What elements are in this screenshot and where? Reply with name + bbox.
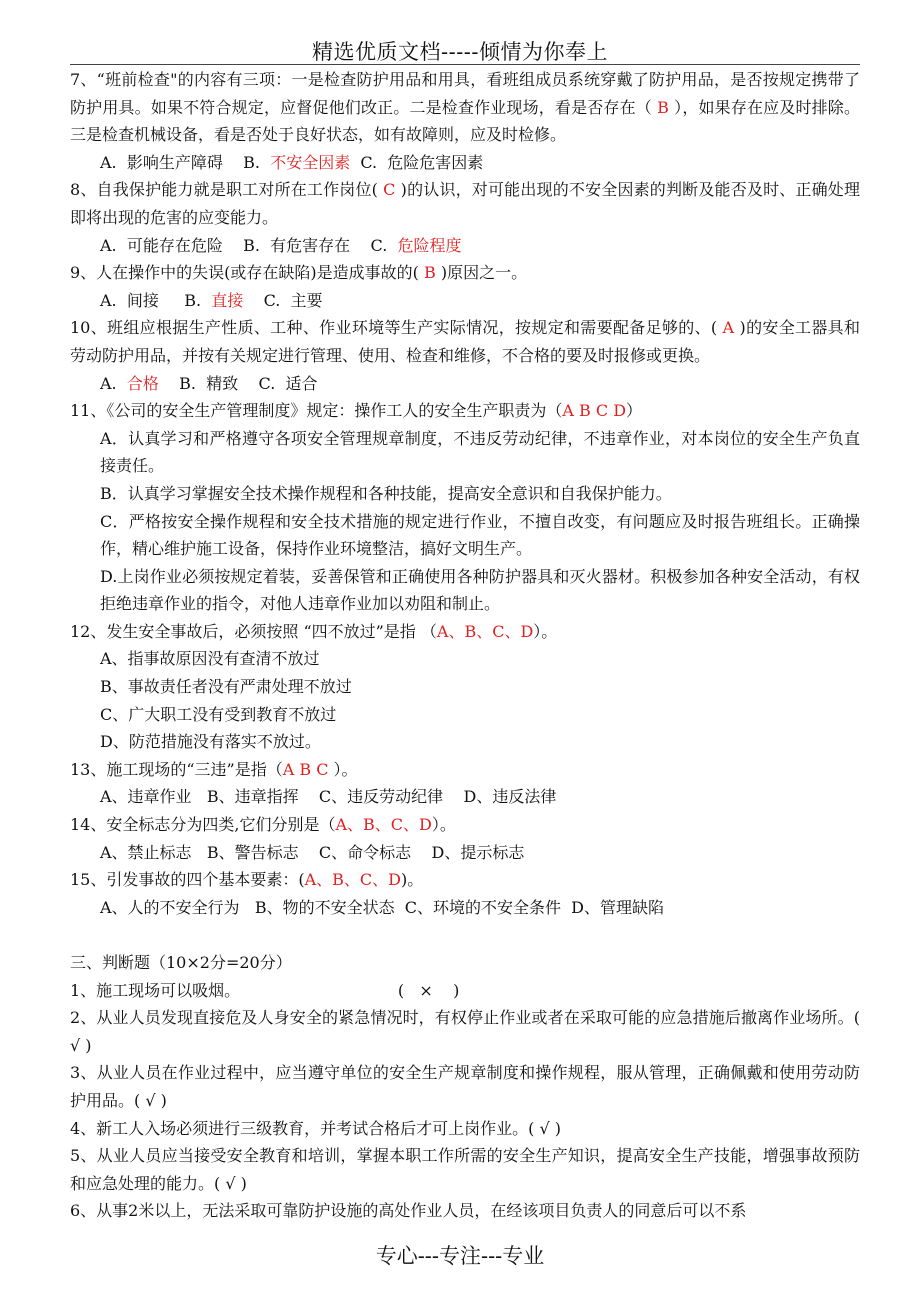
question-15-options: A、人的不安全行为 B、物的不安全状态 C、环境的不安全条件 D、管理缺陷 xyxy=(100,897,664,917)
question-8: 8、自我保护能力就是职工对所在工作岗位( C )的认识，对可能出现的不安全因素的判断及能否及时、正确处理即将出现的危害的应变能力。 xyxy=(70,180,860,227)
question-8-options: A. 可能存在危险 B. 有危害存在 C. 危险程度 xyxy=(100,235,462,255)
question-13-options: A、违章作业 B、违章指挥 C、违反劳动纪律 D、违反法律 xyxy=(100,787,557,807)
question-15: 15、引发事故的四个基本要素：(A、B、C、D)。 xyxy=(70,870,424,890)
question-9: 9、人在操作中的失误(或存在缺陷)是造成事故的( B )原因之一。 xyxy=(70,263,528,283)
question-11: 11、《公司的安全生产管理制度》规定：操作工人的安全生产职责为（A B C D） xyxy=(70,401,643,421)
answer: A B C D xyxy=(562,401,627,421)
answer: A、B、C、D xyxy=(304,870,401,890)
question-11-item-d: D.上岗作业必须按规定着装，妥善保管和正确使用各种防护器具和灭火器材。积极参加各种安全活动，有权拒绝违章作业的指令，对他人违章作业加以劝阻和制止。 xyxy=(100,566,860,614)
question-11-item-b: B．认真学习掌握安全技术操作规程和各种技能，提高安全意识和自我保护能力。 xyxy=(100,483,672,503)
question-10: 10、班组应根据生产性质、工种、作业环境等生产实际情况，按规定和需要配备足够的、( A )的安全工器具和劳动防护用品，并按有关规定进行管理、使用、检查和维修，不合格的要及时报修或更换。 xyxy=(70,318,860,365)
judgement-1: 1、施工现场可以吸烟。 ( × ) xyxy=(70,980,460,1000)
answer: A B C xyxy=(282,759,334,779)
question-12-item: C、广大职工没有受到教育不放过 xyxy=(100,704,337,724)
judgement-2: 2、从业人员发现直接危及人身安全的紧急情况时，有权停止作业或者在采取可能的应急措施后撤离作业场所。( √ ) xyxy=(70,1008,860,1055)
answer: 合格 xyxy=(126,373,159,393)
question-12-item: D、防范措施没有落实不放过。 xyxy=(100,732,321,752)
judgement-6: 6、从事2米以上，无法采取可靠防护设施的高处作业人员，在经该项目负责人的同意后可以不系 xyxy=(70,1201,747,1221)
answer: B xyxy=(418,263,441,283)
answer: A xyxy=(717,318,740,338)
question-7: 7、“班前检查"的内容有三项：一是检查防护用品和用具，看班组成员系统穿戴了防护用品，是否按规定携带了防护用具。如果不符合规定，应督促他们改正。二是检查作业现场，看是否存在（ B ），如果存在应及时排除。三是检查机械设备，看是否处于良好状态，如有故障则，应及时检修。 xyxy=(70,70,860,145)
question-14-options: A、禁止标志 B、警告标志 C、命令标志 D、提示标志 xyxy=(100,842,525,862)
judgement-5: 5、从业人员应当接受安全教育和培训，掌握本职工作所需的安全生产知识，提高安全生产技能，增强事故预防和应急处理的能力。( √ ) xyxy=(70,1146,860,1193)
question-13: 13、施工现场的“三违”是指（A B C ）。 xyxy=(70,759,358,779)
question-11-item-c: C．严格按安全操作规程和安全技术措施的规定进行作业，不擅自改变，有问题应及时报告班组长。正确操作，精心维护施工设备，保持作业环境整洁，搞好文明生产。 xyxy=(100,511,860,559)
section-spacer xyxy=(70,921,860,949)
page-footer: 专心---专注---专业 xyxy=(375,1244,545,1268)
judgement-3: 3、从业人员在作业过程中，应当遵守单位的安全生产规章制度和操作规程，服从管理，正确佩戴和使用劳动防护用品。( √ ) xyxy=(70,1063,860,1110)
header-divider xyxy=(70,64,860,65)
document-body xyxy=(70,66,860,1225)
question-12-item: A、指事故原因没有查清不放过 xyxy=(100,649,320,669)
page-header: 精选优质文档-----倾情为你奉上 xyxy=(312,40,608,64)
question-10-options: A. 合格 B. 精致 C. 适合 xyxy=(100,373,318,393)
section-title: 三、判断题（10×2分=20分） xyxy=(70,953,292,972)
question-14: 14、安全标志分为四类,它们分别是（A、B、C、D）。 xyxy=(70,815,456,835)
question-7-options: A. 影响生产障碍 B. 不安全因素 C. 危险危害因素 xyxy=(100,152,484,172)
question-11-item-a: A．认真学习和严格遵守各项安全管理规章制度，不违反劳动纪律，不违章作业，对本岗位的安全生产负直接责任。 xyxy=(100,428,860,476)
answer: 不安全因素 xyxy=(270,152,351,172)
answer: 直接 xyxy=(211,290,244,310)
answer: B xyxy=(651,97,675,117)
question-12-item: B、事故责任者没有严肃处理不放过 xyxy=(100,677,352,697)
answer: C xyxy=(377,180,401,200)
answer: 危险程度 xyxy=(397,235,462,255)
judgement-4: 4、新工人入场必须进行三级教育，并考试合格后才可上岗作业。( √ ) xyxy=(70,1118,562,1138)
answer: A、B、C、D xyxy=(436,621,534,641)
question-12: 12、发生安全事故后，必须按照 “四不放过”是指 （A、B、C、D）。 xyxy=(70,621,558,641)
answer: A、B、C、D xyxy=(335,815,432,835)
question-9-options: A. 间接 B. 直接 C. 主要 xyxy=(100,290,323,310)
